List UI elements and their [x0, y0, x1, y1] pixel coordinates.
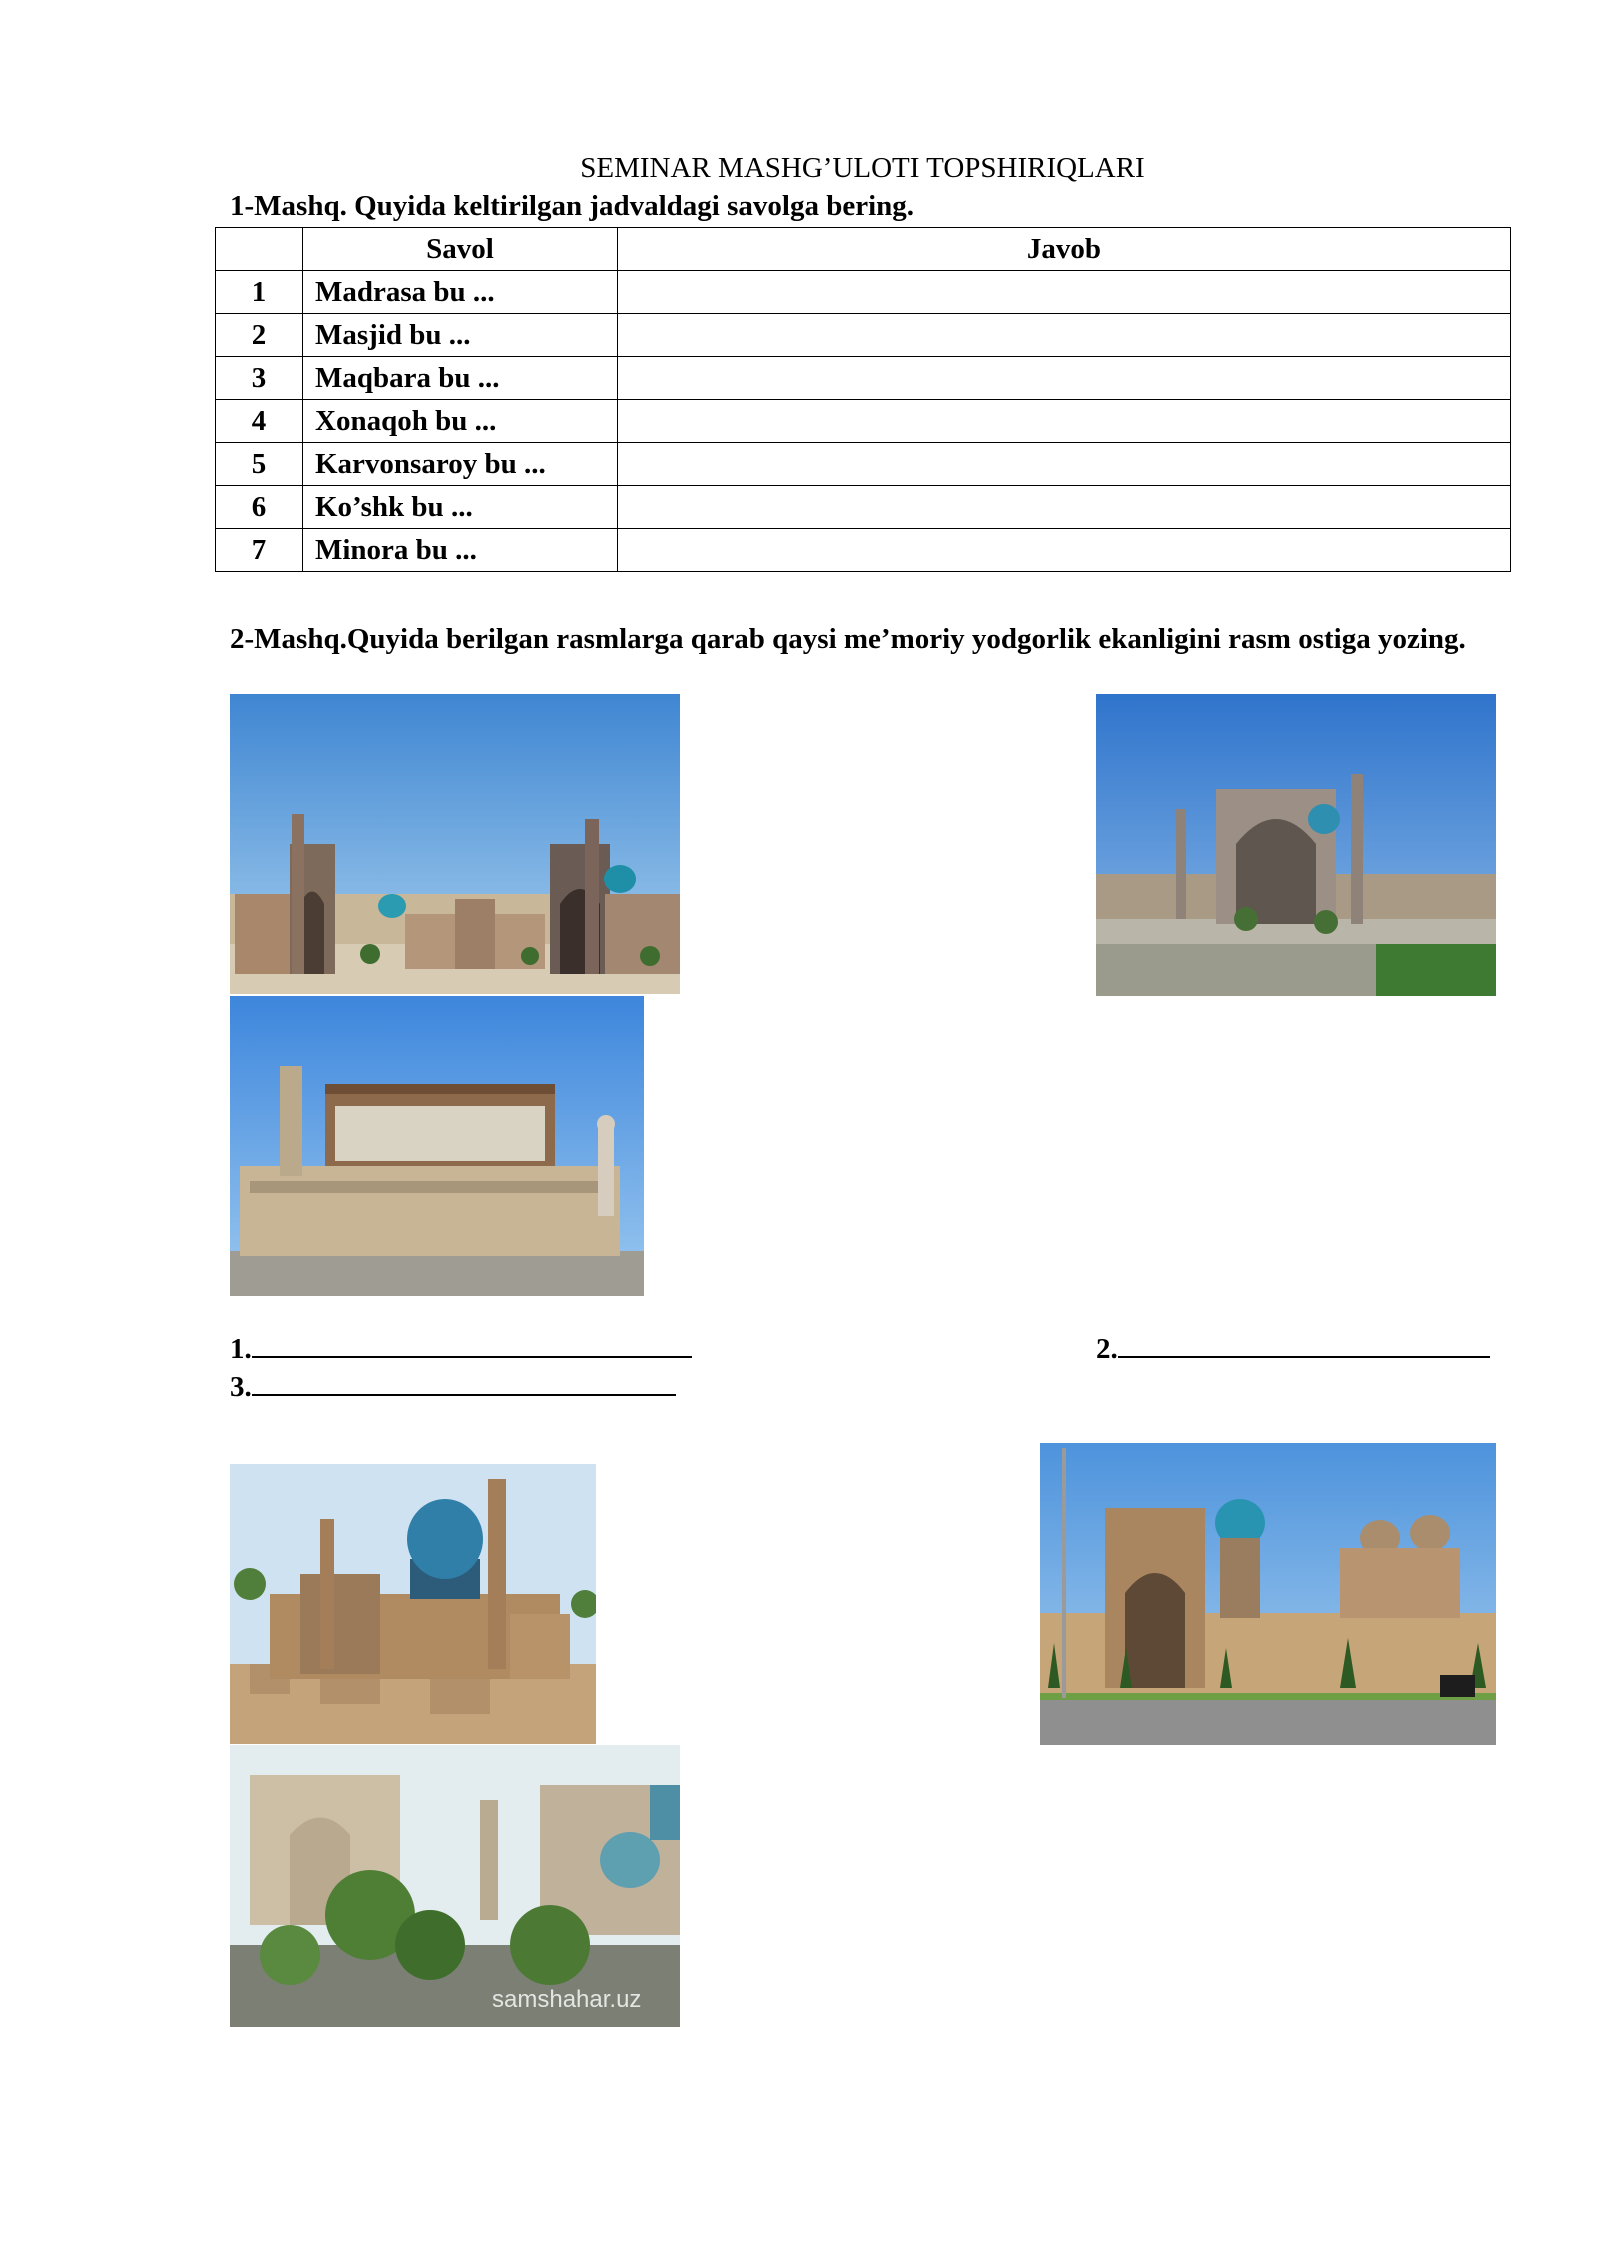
row-answer-field[interactable]: [618, 529, 1511, 572]
row-number: 2: [216, 314, 303, 357]
mosque-complex-photo: [230, 1745, 680, 2027]
table-row: [216, 486, 1511, 529]
page-title: SEMINAR MASHG’ULOTI TOPSHIRIQLARI: [580, 152, 1145, 184]
row-number: 6: [216, 486, 303, 529]
answer-line-3[interactable]: [230, 1368, 676, 1404]
row-answer-field[interactable]: [618, 400, 1511, 443]
table-row: [216, 529, 1511, 572]
answer-column-header: Javob: [618, 228, 1511, 271]
answer-label-1: 1.: [230, 1333, 252, 1365]
palace-terrace-photo: [230, 996, 644, 1296]
table-header-row: [216, 228, 1511, 271]
table-row: [216, 443, 1511, 486]
row-number: 1: [216, 271, 303, 314]
answer-line-2[interactable]: [1096, 1330, 1490, 1366]
row-answer-field[interactable]: [618, 486, 1511, 529]
mausoleum-dome-photo: [230, 1464, 596, 1744]
row-number: 4: [216, 400, 303, 443]
row-answer-field[interactable]: [618, 271, 1511, 314]
row-number: 5: [216, 443, 303, 486]
answer-label-3: 3.: [230, 1371, 252, 1403]
question-table: [215, 227, 1511, 572]
answer-line-1[interactable]: [230, 1330, 692, 1366]
row-question: Karvonsaroy bu ...: [303, 443, 618, 486]
row-question: Maqbara bu ...: [303, 357, 618, 400]
row-number: 7: [216, 529, 303, 572]
number-header: [216, 228, 303, 271]
answer-blank-3[interactable]: [252, 1368, 676, 1396]
table-row: [216, 357, 1511, 400]
answer-blank-2[interactable]: [1118, 1330, 1490, 1358]
necropolis-complex-photo: [1040, 1443, 1496, 1745]
exercise-1-heading: 1-Mashq. Quyida keltirilgan jadvaldagi savolga bering.: [230, 190, 915, 222]
madrasa-portal-photo: [1096, 694, 1496, 996]
table-row: [216, 271, 1511, 314]
row-question: Ko’shk bu ...: [303, 486, 618, 529]
row-question: Xonaqoh bu ...: [303, 400, 618, 443]
watermark-text: samshahar.uz: [492, 1986, 642, 2013]
table-row: [216, 400, 1511, 443]
row-question: Madrasa bu ...: [303, 271, 618, 314]
madrasa-square-photo: [230, 694, 680, 994]
exercise-2-heading: 2-Mashq.Quyida berilgan rasmlarga qarab qaysi me’moriy yodgorlik ekanligini rasm ostiga yozing.: [230, 623, 1466, 655]
row-answer-field[interactable]: [618, 443, 1511, 486]
row-answer-field[interactable]: [618, 314, 1511, 357]
answer-label-2: 2.: [1096, 1333, 1118, 1365]
question-column-header: Savol: [303, 228, 618, 271]
answer-blank-1[interactable]: [252, 1330, 692, 1358]
row-answer-field[interactable]: [618, 357, 1511, 400]
table-row: [216, 314, 1511, 357]
row-question: Minora bu ...: [303, 529, 618, 572]
row-question: Masjid bu ...: [303, 314, 618, 357]
row-number: 3: [216, 357, 303, 400]
